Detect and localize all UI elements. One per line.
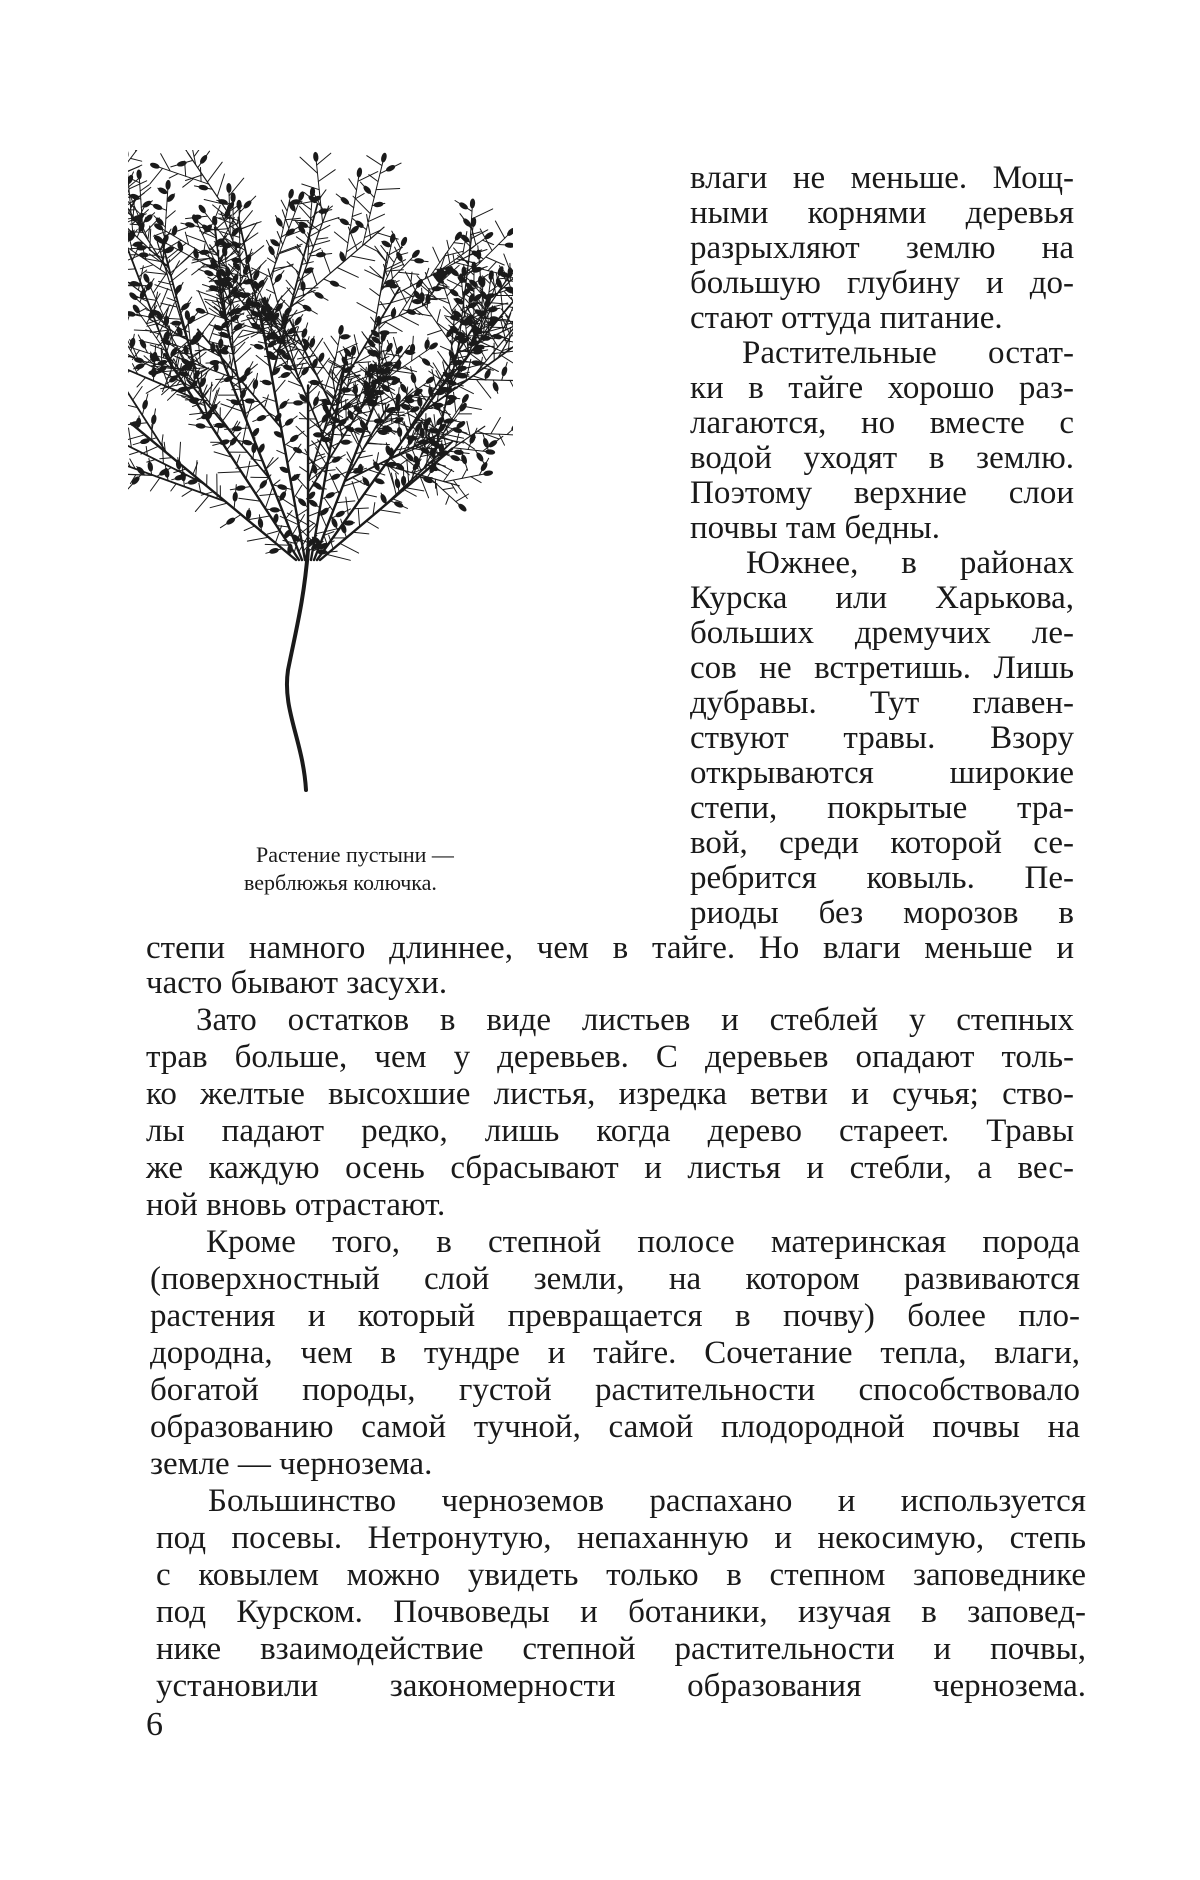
text-line: сов не встретишь. Лишь (690, 650, 1074, 686)
text-line: больших дремучих ле- (690, 615, 1074, 651)
text-line: разрыхляют землю на (690, 230, 1074, 266)
text-line: вой, среди которой се- (690, 825, 1074, 861)
text-line: Большинство черноземов распахано и используется (208, 1483, 1086, 1519)
text-line: риоды без морозов в (690, 895, 1074, 931)
text-line: ки в тайге хорошо раз- (690, 370, 1074, 406)
figure-caption-line-1: Растение пустыни — (256, 842, 454, 867)
text-line: водой уходят в землю. (690, 440, 1074, 476)
text-line: под посевы. Нетронутую, непаханную и некосимую, степь (156, 1520, 1086, 1556)
text-line: Растительные остат- (742, 335, 1074, 371)
text-line: открываются широкие (690, 755, 1074, 791)
text-line: богатой породы, густой растительности способствовало (150, 1372, 1080, 1408)
text-line: Южнее, в районах (746, 545, 1074, 581)
text-line: лы падают редко, лишь когда дерево стареет. Травы (146, 1113, 1074, 1149)
text-line: ными корнями деревья (690, 195, 1074, 231)
figure-caption-line-2: верблюжья колючка. (244, 870, 437, 895)
text-line: лагаются, но вместе с (690, 405, 1074, 441)
camel-thorn-illustration (128, 150, 513, 810)
text-line: Поэтому верхние слои (690, 475, 1074, 511)
text-line: земле — чернозема. (150, 1446, 433, 1482)
text-line: Кроме того, в степной полосе материнская порода (206, 1224, 1080, 1260)
text-line: ко желтые высохшие листья, изредка ветви и сучья; ство- (146, 1076, 1074, 1112)
text-line: растения и который превращается в почву) более пло- (150, 1298, 1080, 1334)
text-line: Зато остатков в виде листьев и стеблей у степных (196, 1002, 1074, 1038)
text-line: трав больше, чем у деревьев. С деревьев опадают толь- (146, 1039, 1074, 1075)
text-line: же каждую осень сбрасывают и листья и стебли, а вес- (146, 1150, 1074, 1186)
text-line: стают оттуда питание. (690, 300, 1003, 336)
text-line: ствуют травы. Взору (690, 720, 1074, 756)
text-line: часто бывают засухи. (146, 965, 448, 1001)
text-line: (поверхностный слой земли, на котором развиваются (150, 1261, 1080, 1297)
text-line: ной вновь отрастают. (146, 1187, 446, 1223)
text-line: образованию самой тучной, самой плодородной почвы на (150, 1409, 1080, 1445)
text-line: влаги не меньше. Мощ- (690, 160, 1074, 196)
text-line: дубравы. Тут главен- (690, 685, 1074, 721)
text-line: степи намного длиннее, чем в тайге. Но влаги меньше и (146, 930, 1074, 966)
text-line: ребрится ковыль. Пе- (690, 860, 1074, 896)
text-line: под Курском. Почвоведы и ботаники, изучая в заповед- (156, 1594, 1086, 1630)
text-line: с ковылем можно увидеть только в степном заповеднике (156, 1557, 1086, 1593)
page-number: 6 (146, 1706, 163, 1743)
text-line: дородна, чем в тундре и тайге. Сочетание тепла, влаги, (150, 1335, 1080, 1371)
text-line: степи, покрытые тра- (690, 790, 1074, 826)
text-line: установили закономерности образования чернозема. (156, 1668, 1086, 1704)
text-line: почвы там бедны. (690, 510, 940, 546)
text-line: большую глубину и до- (690, 265, 1074, 301)
text-line: Курска или Харькова, (690, 580, 1074, 616)
text-line: нике взаимодействие степной растительности и почвы, (156, 1631, 1086, 1667)
